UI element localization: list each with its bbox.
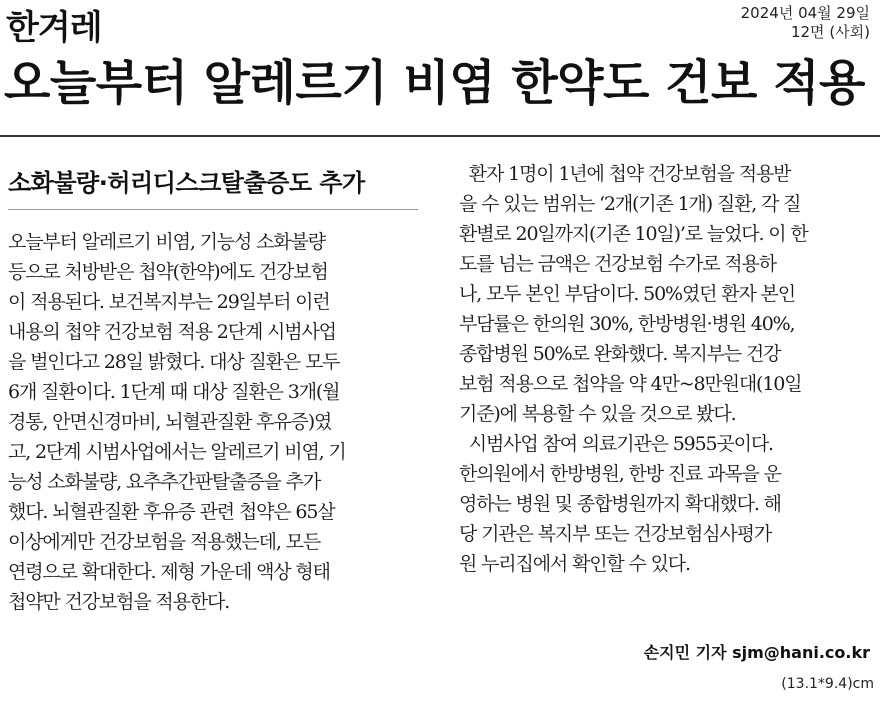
body-line: 능성 소화불량, 요추추간판탈출증을 추가 (8, 471, 321, 493)
body-line: 부담률은 한의원 30%, 한방병원·병원 40%, (459, 313, 795, 335)
byline: 손지민 기자 sjm@hani.co.kr (643, 643, 870, 662)
body-line: 이 적용된다. 보건복지부는 29일부터 이런 (8, 291, 330, 313)
body-line: 등으로 처방받은 첩약(한약)에도 건강보험 (8, 261, 328, 283)
body-line: 고, 2단계 시범사업에서는 알레르기 비염, 기 (8, 441, 346, 463)
headline-divider (0, 135, 880, 137)
body-line: 환별로 20일까지(기존 10일)’로 늘었다. 이 한 (459, 223, 808, 245)
page-section: 12면 (사회) (790, 23, 870, 41)
body-line: 환자 1명이 1년에 첩약 건강보험을 적용받 (459, 163, 791, 185)
body-line: 경통, 안면신경마비, 뇌혈관질환 후유증)였 (8, 411, 332, 433)
body-line: 나, 모두 본인 부담이다. 50%였던 환자 본인 (459, 283, 795, 305)
body-line: 6개 질환이다. 1단계 때 대상 질환은 3개(월 (8, 381, 340, 403)
body-line: 연령으로 확대한다. 제형 가운데 액상 형태 (8, 561, 330, 583)
body-line: 내용의 첩약 건강보험 적용 2단계 시범사업 (8, 321, 336, 343)
body-line: 종합병원 50%로 완화했다. 복지부는 건강 (459, 343, 781, 365)
body-line: 을 벌인다고 28일 밝혔다. 대상 질환은 모두 (8, 351, 340, 373)
body-line: 당 기관은 복지부 또는 건강보험심사평가 (459, 523, 772, 545)
newspaper-logo: 한겨레 (6, 8, 102, 48)
issue-meta (741, 4, 870, 42)
body-line: 이상에게만 건강보험을 적용했는데, 모든 (8, 531, 321, 553)
body-line: 오늘부터 알레르기 비염, 기능성 소화불량 (8, 231, 325, 253)
body-line: 을 수 있는 범위는 ‘2개(기존 1개) 질환, 각 질 (459, 193, 801, 215)
body-line: 했다. 뇌혈관질환 후유증 관련 첩약은 65살 (8, 501, 335, 523)
issue-date: 2024년 04월 29일 (740, 4, 870, 22)
body-line: 영하는 병원 및 종합병원까지 확대했다. 해 (459, 493, 781, 515)
clipping-size-note: (13.1*9.4)cm (781, 676, 874, 692)
body-line: 도를 넘는 금액은 건강보험 수가로 적용하 (459, 253, 776, 275)
body-line: 한의원에서 한방병원, 한방 진료 과목을 운 (459, 463, 781, 485)
subhead-divider (8, 209, 418, 210)
body-line: 시범사업 참여 의료기관은 5955곳이다. (459, 433, 773, 455)
body-line: 기준)에 복용할 수 있을 것으로 봤다. (459, 403, 736, 425)
body-line: 원 누리집에서 확인할 수 있다. (459, 553, 690, 575)
article-column-left (8, 227, 428, 617)
body-line: 첩약만 건강보험을 적용한다. (8, 591, 230, 613)
subheadline: 소화불량·허리디스크탈출증도 추가 (8, 169, 365, 197)
body-line: 보험 적용으로 첩약을 약 4만~8만원대(10일 (459, 373, 802, 395)
article-column-right (459, 159, 879, 579)
headline: 오늘부터 알레르기 비염 한약도 건보 적용 (4, 55, 865, 111)
